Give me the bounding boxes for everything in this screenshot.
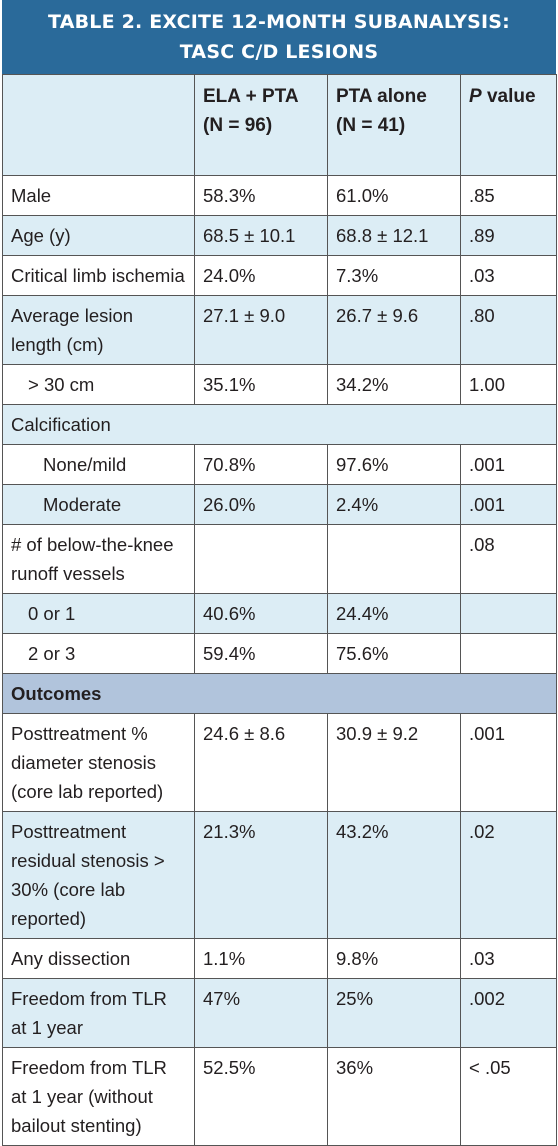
row-pta-value: 75.6% [328,634,461,674]
section-label: Outcomes [3,674,557,714]
row-ela-value: 21.3% [195,812,328,939]
table-row-calcification [3,405,557,445]
row-p-value: .02 [461,812,557,939]
table-row [3,445,557,485]
row-label: None/mild [3,445,195,485]
row-ela-value: 24.0% [195,256,328,296]
table-row [3,594,557,634]
row-ela-value: 70.8% [195,445,328,485]
header-ela-pta-n: (N = 96) [203,115,273,136]
header-p-rest: value [481,86,536,107]
table-row [3,939,557,979]
row-pta-value [328,525,461,594]
row-p-value: .80 [461,296,557,365]
row-pta-value: 97.6% [328,445,461,485]
section-header-outcomes [3,674,557,714]
row-ela-value: 59.4% [195,634,328,674]
row-ela-value: 58.3% [195,176,328,216]
table-title-line1: TABLE 2. EXCITE 12-MONTH SUBANALYSIS: [48,11,510,33]
header-ela-pta-name: ELA + PTA [203,86,299,107]
header-p-value [461,75,557,176]
row-label: Posttreatment % diameter stenosis (core lab reported) [3,714,195,812]
row-pta-value: 25% [328,979,461,1048]
row-pta-value: 7.3% [328,256,461,296]
row-p-value: .002 [461,979,557,1048]
row-label: Freedom from TLR at 1 year [3,979,195,1048]
table-row [3,1048,557,1146]
row-pta-value: 9.8% [328,939,461,979]
row-label: Any dissection [3,939,195,979]
row-ela-value: 47% [195,979,328,1048]
row-label: Male [3,176,195,216]
row-label: 0 or 1 [3,594,195,634]
row-p-value: .03 [461,256,557,296]
row-pta-value: 34.2% [328,365,461,405]
table-row [3,812,557,939]
header-pta-alone [328,75,461,176]
header-p-italic: P [469,86,482,107]
header-row [3,75,557,176]
row-p-value: < .05 [461,1048,557,1146]
row-ela-value: 52.5% [195,1048,328,1146]
row-label: Age (y) [3,216,195,256]
row-ela-value [195,525,328,594]
row-p-value [461,634,557,674]
row-label: Posttreatment residual stenosis > 30% (core lab reported) [3,812,195,939]
row-p-value: .08 [461,525,557,594]
row-ela-value: 68.5 ± 10.1 [195,216,328,256]
row-p-value: .001 [461,445,557,485]
header-pta-alone-n: (N = 41) [336,115,406,136]
row-label: Calcification [3,405,557,445]
table-row [3,979,557,1048]
table-row [3,256,557,296]
table-row [3,365,557,405]
row-ela-value: 1.1% [195,939,328,979]
row-pta-value: 68.8 ± 12.1 [328,216,461,256]
table-row [3,176,557,216]
row-p-value: .001 [461,485,557,525]
results-table [2,74,557,1146]
row-ela-value: 27.1 ± 9.0 [195,296,328,365]
row-ela-value: 26.0% [195,485,328,525]
table-row [3,714,557,812]
row-p-value: .001 [461,714,557,812]
row-p-value [461,594,557,634]
row-ela-value: 35.1% [195,365,328,405]
row-pta-value: 30.9 ± 9.2 [328,714,461,812]
row-ela-value: 24.6 ± 8.6 [195,714,328,812]
table-title-line2: TASC C/D LESIONS [179,41,379,63]
row-ela-value: 40.6% [195,594,328,634]
table-row [3,485,557,525]
row-label: # of below-the-knee runoff vessels [3,525,195,594]
row-pta-value: 2.4% [328,485,461,525]
table-title [2,0,556,74]
row-label: Critical limb ischemia [3,256,195,296]
table-row [3,296,557,365]
row-label: Moderate [3,485,195,525]
table-row [3,216,557,256]
row-pta-value: 36% [328,1048,461,1146]
header-empty-cell [3,75,195,176]
row-label: 2 or 3 [3,634,195,674]
row-p-value: .03 [461,939,557,979]
table-row [3,525,557,594]
header-pta-alone-name: PTA alone [336,86,427,107]
header-ela-pta [195,75,328,176]
row-pta-value: 24.4% [328,594,461,634]
table-row [3,634,557,674]
row-pta-value: 61.0% [328,176,461,216]
row-p-value: 1.00 [461,365,557,405]
row-p-value: .89 [461,216,557,256]
row-pta-value: 43.2% [328,812,461,939]
row-label: > 30 cm [3,365,195,405]
row-p-value: .85 [461,176,557,216]
row-pta-value: 26.7 ± 9.6 [328,296,461,365]
row-label: Freedom from TLR at 1 year (without bailout stenting) [3,1048,195,1146]
row-label: Average lesion length (cm) [3,296,195,365]
results-table-container [2,0,556,1146]
